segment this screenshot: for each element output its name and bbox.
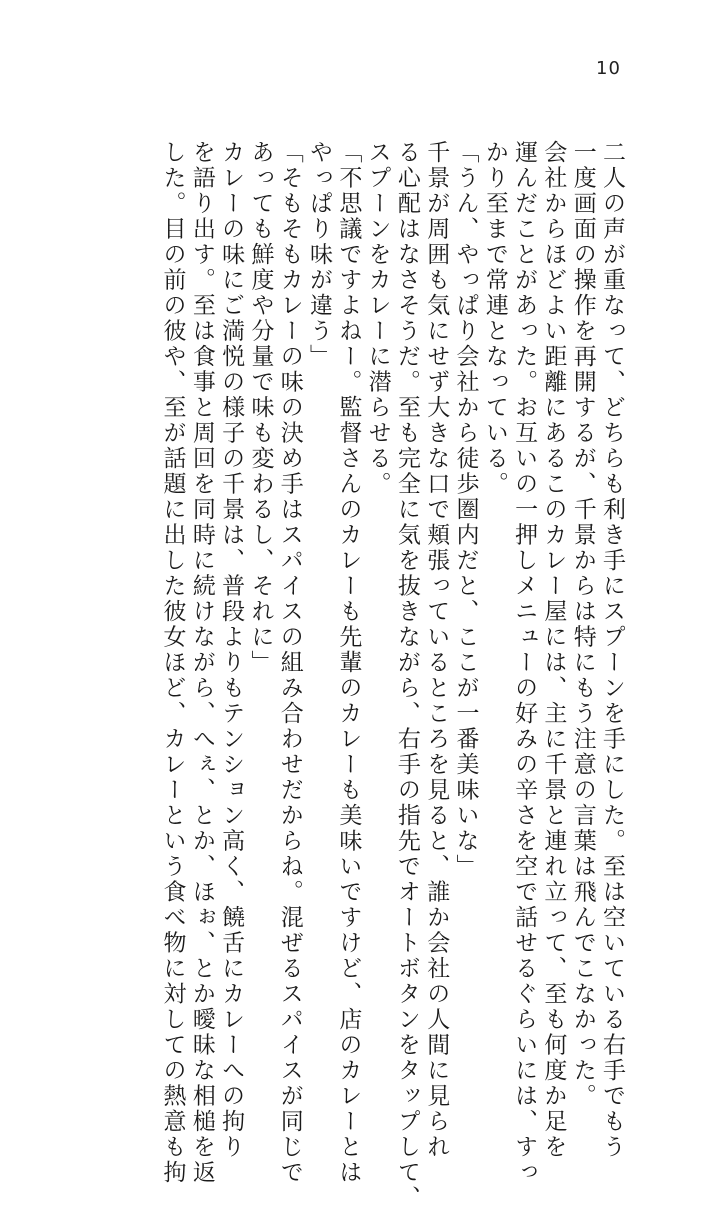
text-line: 「うん、やっぱり会社から徒歩圏内だと、ここが一番美味いな」 bbox=[452, 140, 479, 880]
text-line: かり至まで常連となっている。 bbox=[481, 140, 508, 497]
text-line: した。目の前の彼や、至が話題に出した彼女ほど、カレーという食べ物に対しての熱意も拘 bbox=[159, 140, 186, 1186]
vertical-body-text bbox=[157, 140, 626, 1211]
page-number: 10 bbox=[596, 58, 621, 79]
text-line: 二人の声が重なって、どちらも利き手にスプーンを手にした。至は空いている右手でもう bbox=[599, 140, 625, 1160]
text-line: 運んだことがあった。お互いの一押しメニューの好みの辛さを空で話せるぐらいには、すっ bbox=[511, 140, 538, 1186]
text-line: 一度画面の操作を再開するが、千景からは特にもう注意の言葉は飛んでこなかった。 bbox=[569, 140, 596, 1109]
text-line: あっても鮮度や分量で味も変わるし、それに」 bbox=[247, 140, 274, 676]
text-line: 「そもそもカレーの味の決め手はスパイスの組み合わせだからね。混ぜるスパイスが同じで bbox=[276, 140, 303, 1186]
text-line: 千景が周囲も気にせず大きな口で頬張っているところを見ると、誰か会社の人間に見られ bbox=[423, 140, 450, 1160]
text-line: 「不思議ですよねー。監督さんのカレーも先輩のカレーも美味いですけど、店のカレーとは bbox=[335, 140, 362, 1186]
text-line: 会社からほどよい距離にあるこのカレー屋には、主に千景と連れ立って、至も何度か足を bbox=[540, 140, 567, 1160]
text-line: を語り出す。至は食事と周回を同時に続けながら、へぇ、とか、ほぉ、とか曖昧な相槌を返 bbox=[188, 140, 215, 1186]
text-line: スプーンをカレーに潜らせる。 bbox=[364, 140, 391, 497]
text-line: やっぱり味が違う」 bbox=[306, 140, 333, 370]
text-line: カレーの味にご満悦の様子の千景は、普段よりもテンション高く、饒舌にカレーへの拘り bbox=[218, 140, 245, 1160]
text-line: る心配はなさそうだ。至も完全に気を抜きながら、右手の指先でオートボタンをタップして、 bbox=[393, 140, 420, 1211]
